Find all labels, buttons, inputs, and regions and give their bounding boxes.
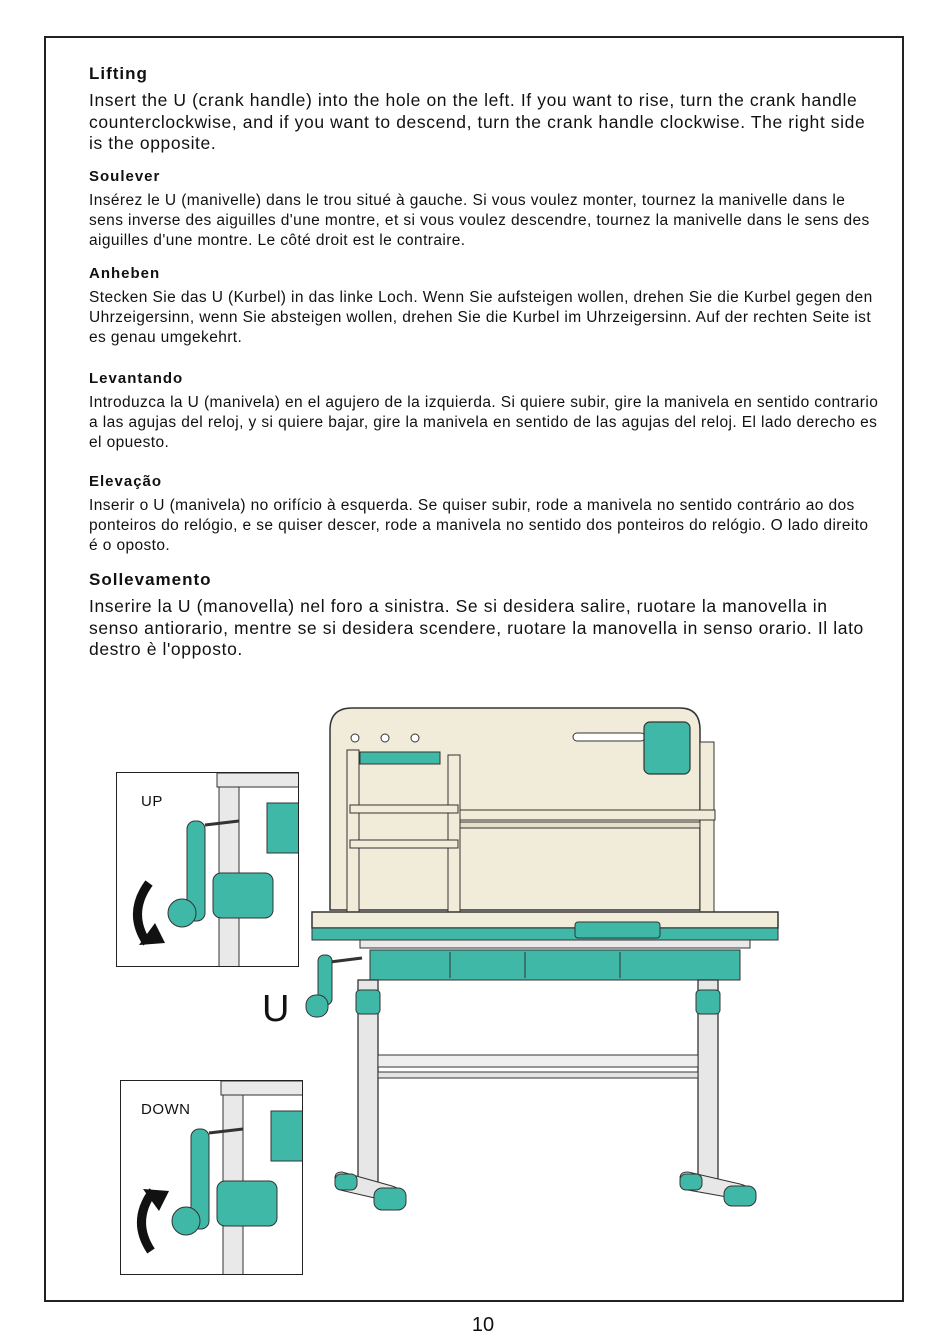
heading-levantando: Levantando (89, 370, 184, 387)
desk-illustration (300, 700, 790, 1220)
text-soulever: Insérez le U (manivelle) dans le trou situé à gauche. Si vous voulez monter, tournez la manivelle dans le sens inverse des aiguilles d'une montre, et si vous voulez descendre, tournez la manivelle dans le sens des aiguilles d'une montre. Le côté droit est le contraire. (89, 192, 870, 249)
page-number: 10 (471, 1314, 495, 1336)
crank-label: U (262, 988, 290, 1030)
heading-anheben: Anheben (89, 265, 161, 282)
text-sollevamento: Inserire la U (manovella) nel foro a sinistra. Se si desidera salire, ruotare la manovella in senso antiorario, mentre se si desidera scendere, ruotare la manovella in senso orario. Il lato destro è l'opposto. (89, 596, 864, 659)
text-lifting: Insert the U (crank handle) into the hole on the left. If you want to rise, turn the crank handle counterclockwise, and if you want to descend, turn the crank handle clockwise. The right side is the opposite. (89, 90, 866, 153)
section-french (89, 168, 879, 251)
heading-lifting: Lifting (89, 64, 148, 83)
up-label: UP (141, 793, 163, 810)
heading-elevacao: Elevação (89, 473, 163, 490)
crank-detail-down (121, 1081, 303, 1275)
heading-soulever: Soulever (89, 168, 161, 185)
section-spanish (89, 370, 879, 453)
text-anheben: Stecken Sie das U (Kurbel) in das linke Loch. Wenn Sie aufsteigen wollen, drehen Sie die Kurbel gegen den Uhrzeigersinn, wenn Sie absteigen wollen, drehen Sie die Kurbel im Uhrzeigersinn. Auf der rechten Seite ist es genau umgekehrt. (89, 289, 873, 346)
section-german (89, 265, 879, 348)
inset-up (116, 772, 299, 967)
text-levantando: Introduzca la U (manivela) en el agujero de la izquierda. Si quiere subir, gire la manivela en sentido contrario a las agujas del reloj, y si quiere bajar, gire la manivela en sentido de las agujas del reloj. El lado derecho es el opuesto. (89, 394, 879, 451)
text-elevacao: Inserir o U (manivela) no orifício à esquerda. Se quiser subir, rode a manivela no sentido contrário ao dos ponteiros do relógio, e se quiser descer, rode a manivela no sentido dos ponteiros do relógio. O lado direito é o oposto. (89, 497, 869, 554)
inset-down (120, 1080, 303, 1275)
heading-sollevamento: Sollevamento (89, 570, 212, 589)
crank-detail-up (117, 773, 299, 967)
section-portuguese (89, 473, 879, 556)
section-italian (89, 570, 879, 661)
down-label: DOWN (141, 1101, 191, 1118)
section-english (89, 64, 879, 155)
